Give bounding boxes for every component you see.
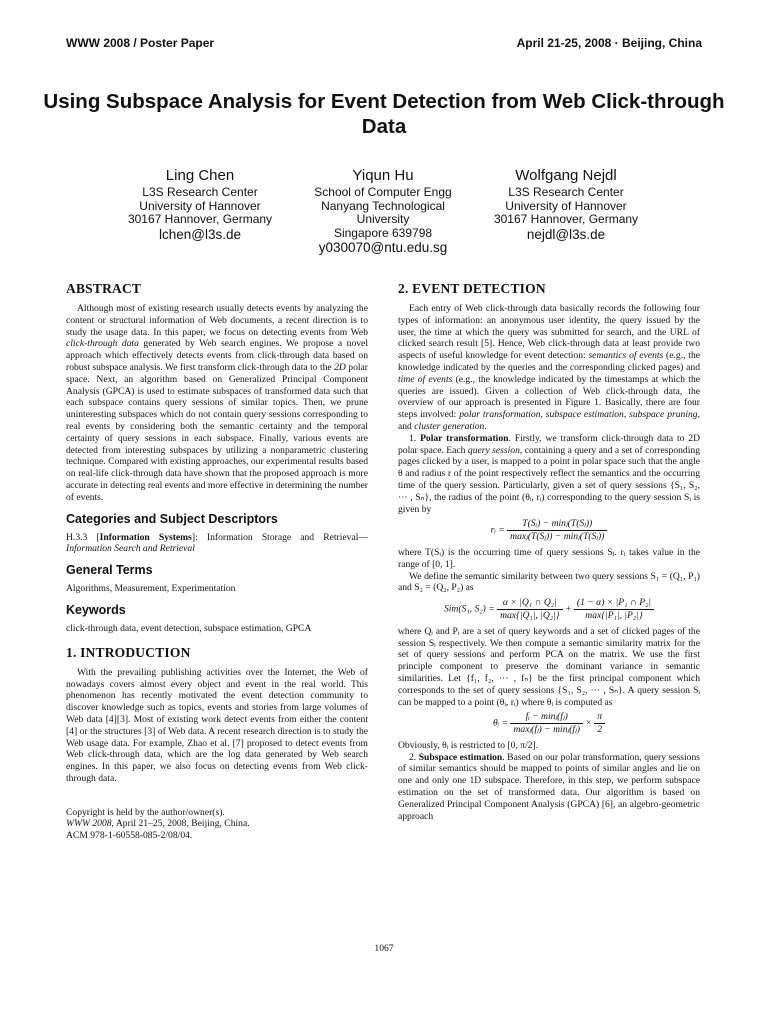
event-detection-intro: Each entry of Web click-through data basically records the following four types of information: an anonymous user identity, the query issued by the user, the time at which the query was submitted for search, and the URL of clicked search result [5]. Hence, Web click-through data at least provide two aspects of useful knowledge for event detection: semantics of events (e.g., the knowledge indicated by the queries and the corresponding clicked pages) and time of events (e.g., the knowledge indicated by the timestamps at which the queries are issued). Given a collection of Web click-through data, the overview of our approach is presented in Figure 1. Basically, there are four steps involved: polar transformation, subspace estimation, subspace pruning, and cluster generation. <box>398 303 700 432</box>
subspace-estimation-paragraph: 2. Subspace estimation. Based on our polar transformation, query sessions of similar semantics should be mapped to points of similar angles and lie on one and only one 1D subspace. Therefore, in this step, we perform subspace estimation on the set of transformed data. Our algorithm is based on Generalized Principal Component Analysis (GPCA) [6], an algebro-geometric approach <box>398 751 701 822</box>
running-header-left: WWW 2008 / Poster Paper <box>66 36 215 50</box>
equation-angle: θᵢ = $\frac{\text{fᵢ − minⱼ(fⱼ)}}{\text{maxⱼ(fⱼ) − minⱼ(fⱼ)}}$ × $\frac{\pi}{2}$ <box>398 711 700 736</box>
categories-heading: Categories and Subject Descriptors <box>66 511 278 526</box>
author-email: nejdl@l3s.de <box>526 226 606 242</box>
keywords-text: click-through data, event detection, subspace estimation, GPCA <box>66 622 312 634</box>
author-block-3 <box>451 167 681 243</box>
introduction-heading: 1. INTRODUCTION <box>66 644 191 660</box>
paper-title: Using Subspace Analysis for Event Detection from Web Click-through Data <box>43 90 725 138</box>
keywords-heading: Keywords <box>66 602 126 617</box>
similarity-explanation: where Qᵢ and Pᵢ are a set of query keywords and a set of clicked pages of the session Sᵢ respectively. We then compute a semantic similarity matrix for the set of query sessions and perform PCA on the matrix. We use the first principle component to preserve the dominant variance in semantic similarities. Let {f₁, f₂, ··· , fₙ} be the first principal component which corresponds to the set of query sessions {S₁, S₂, ··· , Sₙ}. A query session Sᵢ can be mapped to a point (θᵢ, rᵢ) where θᵢ is computed as <box>398 625 700 708</box>
abstract-text: Although most of existing research usually detects events by analyzing the content or structural information of Web documents, a recent direction is to study the usage data. In this paper, we focus on detecting events from Web click-through data generated by Web search engines. We propose a novel approach which effectively detects events from click-through data based on robust subspace analysis. We first transform click-through data to the 2D polar space. Next, an algorithm based on Generalized Principal Component Analysis (GPCA) is used to estimate subspaces of transformed data such that each subspace contains query sessions of similar topics. Then, we prune uninteresting subspaces which do not contain query sessions corresponding to real events by considering both the semantic certainty and the temporal certainty of query sessions in each subspace. Finally, various events are detected from interesting subspaces by utilizing a nonparametric clustering technique. Compared with existing approaches, our experimental results based on real-life click-through data have shown that the proposed approach is more accurate in detecting real events and more effective in determining the number of events. <box>66 303 368 503</box>
author-affiliation: University of Hannover <box>139 198 261 213</box>
radius-explanation: where T(Sᵢ) is the occurring time of query sessions Sⱼ. rᵢ takes value in the range of [0, 1]. <box>398 546 700 570</box>
running-header-right: April 21-25, 2008 · Beijing, China <box>516 36 702 50</box>
abstract-heading: ABSTRACT <box>66 281 142 296</box>
general-terms-heading: General Terms <box>66 563 153 578</box>
introduction-text: With the prevailing publishing activities over the Internet, the Web of nowadays covers almost every object and event in the real world. This phenomenon has recently motivated the event detection community to discover knowledge such as topics, events and stories from large volumes of Web data [4][3]. Most of existing work detect events from either the content [4] or the structures [3] of Web data. A recent research direction is to study the Web usage data. For example, Zhao et al. [7] proposed to detect events from Web click-through data, which are the log data generated by Web search engines. In this paper, we also focus on detecting events from Web click-through data. <box>66 666 368 784</box>
author-affiliation: L3S Research Center <box>142 185 258 199</box>
equation-radius: rᵢ = $\frac{\text{T(Sᵢ) − minⱼ(T(Sⱼ))}}{\text{maxⱼ(T(Sⱼ)) − minⱼ(T(Sⱼ))}}$ <box>398 518 700 543</box>
author-email: lchen@l3s.de <box>158 226 241 242</box>
author-name: Ling Chen <box>165 167 235 184</box>
author-affiliation: L3S Research Center <box>508 185 624 199</box>
angle-explanation: Obviously, θᵢ is restricted to [0, π/2]. <box>398 739 539 751</box>
author-affiliation: Singapore 639798 <box>333 225 433 240</box>
author-name: Wolfgang Nejdl <box>515 167 617 184</box>
categories-text: H.3.3 [Information Systems]: Information Storage and Retrieval—Information Search and Retrieval <box>66 531 368 555</box>
right-column <box>398 280 700 822</box>
author-affiliation: 30167 Hannover, Germany <box>127 212 273 227</box>
author-affiliation: School of Computer Engg <box>314 185 452 199</box>
author-affiliation: 30167 Hannover, Germany <box>493 212 639 227</box>
copyright-notice: Copyright is held by the author/owner(s). WWW 2008, April 21–25, 2008, Beijing, China. ACM 978-1-60558-085-2/08/04. <box>66 806 250 841</box>
author-name: Yiqun Hu <box>352 167 414 184</box>
general-terms-text: Algorithms, Measurement, Experimentation <box>66 583 236 595</box>
author-email: y030070@ntu.edu.sg <box>318 240 448 256</box>
left-column <box>66 280 368 841</box>
page-number: 1067 <box>374 943 394 954</box>
author-affiliation: Nanyang Technological <box>321 198 445 213</box>
author-affiliation: University <box>356 212 410 227</box>
equation-similarity: Sim(S₁, S₂) = $\frac{\text{α × |Q₁ ∩ Q₂|}}{\text{max\{|Q₁|, |Q₂|\}}}$ + $\frac{\text{(1 − α) × |P₁ ∩ P₂|}}{\text{max\{|P₁|, |P₂|\}}}$ <box>398 597 700 622</box>
polar-transformation-paragraph: 1. Polar transformation. Firstly, we transform click-through data to 2D polar space. Each query session, containing a query and a set of corresponding pages clicked by a user, is mapped to a point in polar space such that the angle θ and radius r of the point respectively reflect the semantics and the occurring time of the query session. Particularly, given a set of query sessions {S₁, S₂, ··· , Sₙ}, the radius of the point (θᵢ, rᵢ) corresponding to the query session Sᵢ is given by <box>398 432 701 515</box>
author-affiliation: University of Hannover <box>505 198 627 213</box>
similarity-definition: We define the semantic similarity between two query sessions S₁ = (Q₁, P₁) and S₂ = (Q₂, P₂) as <box>398 570 700 594</box>
event-detection-heading: 2. EVENT DETECTION <box>398 281 546 296</box>
